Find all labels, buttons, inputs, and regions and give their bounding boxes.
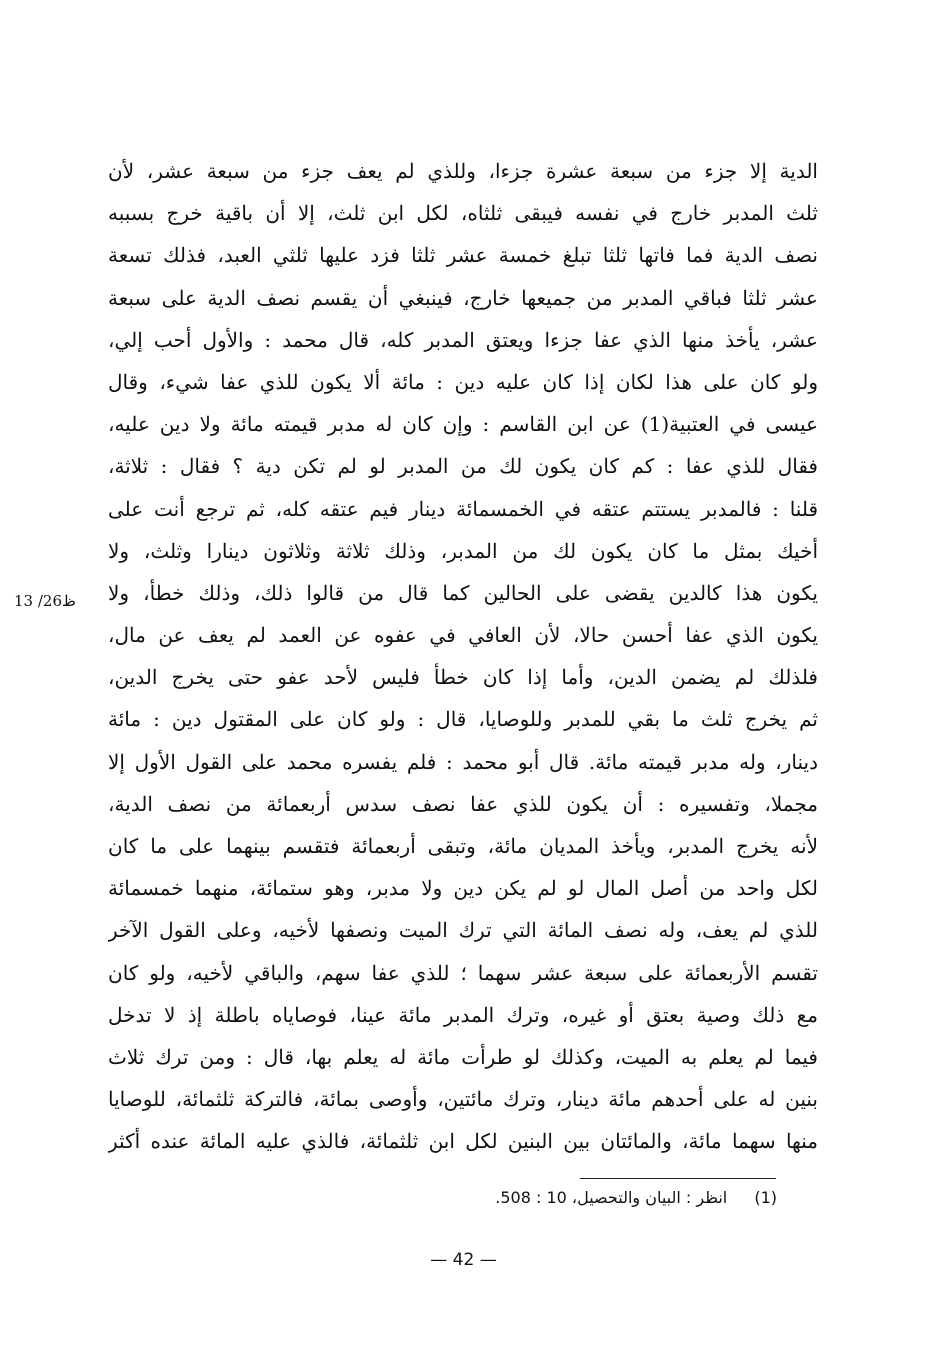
text-line: ثلث المدبر خارج في نفسه فيبقى ثلثاه، لكل ابن ثلث، إلا أن باقية خرج بسببه bbox=[108, 201, 818, 226]
text-line: عشر، يأخذ منها الذي عفا جزءا ويعتق المدبر كله، قال محمد : والأول أحب إلي، bbox=[108, 327, 818, 352]
footnote-separator bbox=[580, 1178, 776, 1179]
text-line: فيما لم يعلم به الميت، وكذلك لو طرأت مائة له يعلم بها، قال : ومن ترك ثلاث bbox=[108, 1044, 818, 1069]
text-line: منها سهما مائة، والمائتان بين البنين لكل ابن ثلثمائة، فالذي عليه المائة عنده أكثر bbox=[108, 1129, 818, 1154]
text-line: الدية إلا جزء من سبعة عشرة جزءا، وللذي لم يعف جزء من سبعة عشر، لأن bbox=[108, 159, 818, 183]
page-number: — 42 — bbox=[430, 1250, 497, 1270]
text-line: دينار، وله مدبر قيمته مائة. قال أبو محمد : فلم يفسره محمد على القول الأول إلا bbox=[108, 749, 818, 774]
text-line: لكل واحد من أصل المال لو لم يكن دين ولا مدبر، وهو ستمائة، منهما خمسمائة bbox=[108, 876, 818, 901]
text-line: ولو كان على هذا لكان إذا كان عليه دين : مائة ألا يكون للذي عفا شيء، وقال bbox=[108, 369, 818, 394]
text-line: فقال للذي عفا : كم كان يكون لك من المدبر لو لم تكن دية ؟ فقال : ثلاثة، bbox=[108, 454, 818, 479]
text-line: ثم يخرج ثلث ما بقي للمدبر وللوصايا، قال : ولو كان على المقتول دين : مائة bbox=[108, 707, 818, 732]
footnote-number: (1) bbox=[754, 1188, 777, 1207]
text-line: نصف الدية فما فاتها ثلثا تبلغ خمسة عشر ثلثا فزد عليها ثلثي العبد، فذلك تسعة bbox=[108, 243, 818, 268]
main-text-block bbox=[108, 150, 818, 1163]
text-line: عيسى في العتبية(1) عن ابن القاسم : وإن كان له مدبر قيمته مائة ولا دين عليه، bbox=[108, 412, 818, 437]
footnote-text: انظر : البيان والتحصيل، 10 : 508. bbox=[495, 1188, 728, 1207]
text-line: أخيك بمثل ما كان يكون لك من المدبر، وذلك ثلاثة وثلاثون دينارا وثلث، ولا bbox=[108, 538, 818, 563]
text-line: قلنا : فالمدبر يستتم عتقه في الخمسمائة دينار فيم عتقه كله، ثم ترجع أنت على bbox=[108, 496, 818, 521]
footnote bbox=[495, 1188, 777, 1207]
text-line: بنين له على أحدهم مائة دينار، وترك مائتين، وأوصى بمائة، فالتركة ثلثمائة، للوصايا bbox=[108, 1087, 818, 1112]
text-line: عشر ثلثا فباقي المدبر من جميعها خارج، فينبغي أن يقسم نصف الدية على سبعة bbox=[108, 285, 818, 310]
manuscript-folio-reference: 13 /26ظ bbox=[14, 592, 76, 610]
text-line: فلذلك لم يضمن الدين، وأما إذا كان خطأ فليس لأحد عفو حتى يخرج الدين، bbox=[108, 665, 818, 690]
text-line: للذي لم يعف، وله نصف المائة التي ترك الميت ونصفها لأخيه، وعلى القول الآخر bbox=[108, 918, 818, 943]
text-line: يكون هذا كالدين يقضى على الحالين كما قال من قالوا ذلك، وذلك خطأ، ولا bbox=[108, 580, 818, 605]
text-line: مع ذلك وصية بعتق أو غيره، وترك المدبر مائة عينا، فوصاياه باطلة إذ لا تدخل bbox=[108, 1002, 818, 1027]
text-line: تقسم الأربعمائة على سبعة عشر سهما ؛ للذي عفا سهم، والباقي لأخيه، ولو كان bbox=[108, 960, 818, 985]
text-line: يكون الذي عفا أحسن حالا، لأن العافي في عفوه عن العمد لم يعف عن مال، bbox=[108, 623, 818, 648]
text-line: لأنه يخرج المدبر، ويأخذ المديان مائة، وتبقى أربعمائة فتقسم بينهما على ما كان bbox=[108, 834, 818, 858]
text-line: مجملا، وتفسيره : أن يكون للذي عفا نصف سدس أربعمائة من نصف الدية، bbox=[108, 791, 818, 816]
